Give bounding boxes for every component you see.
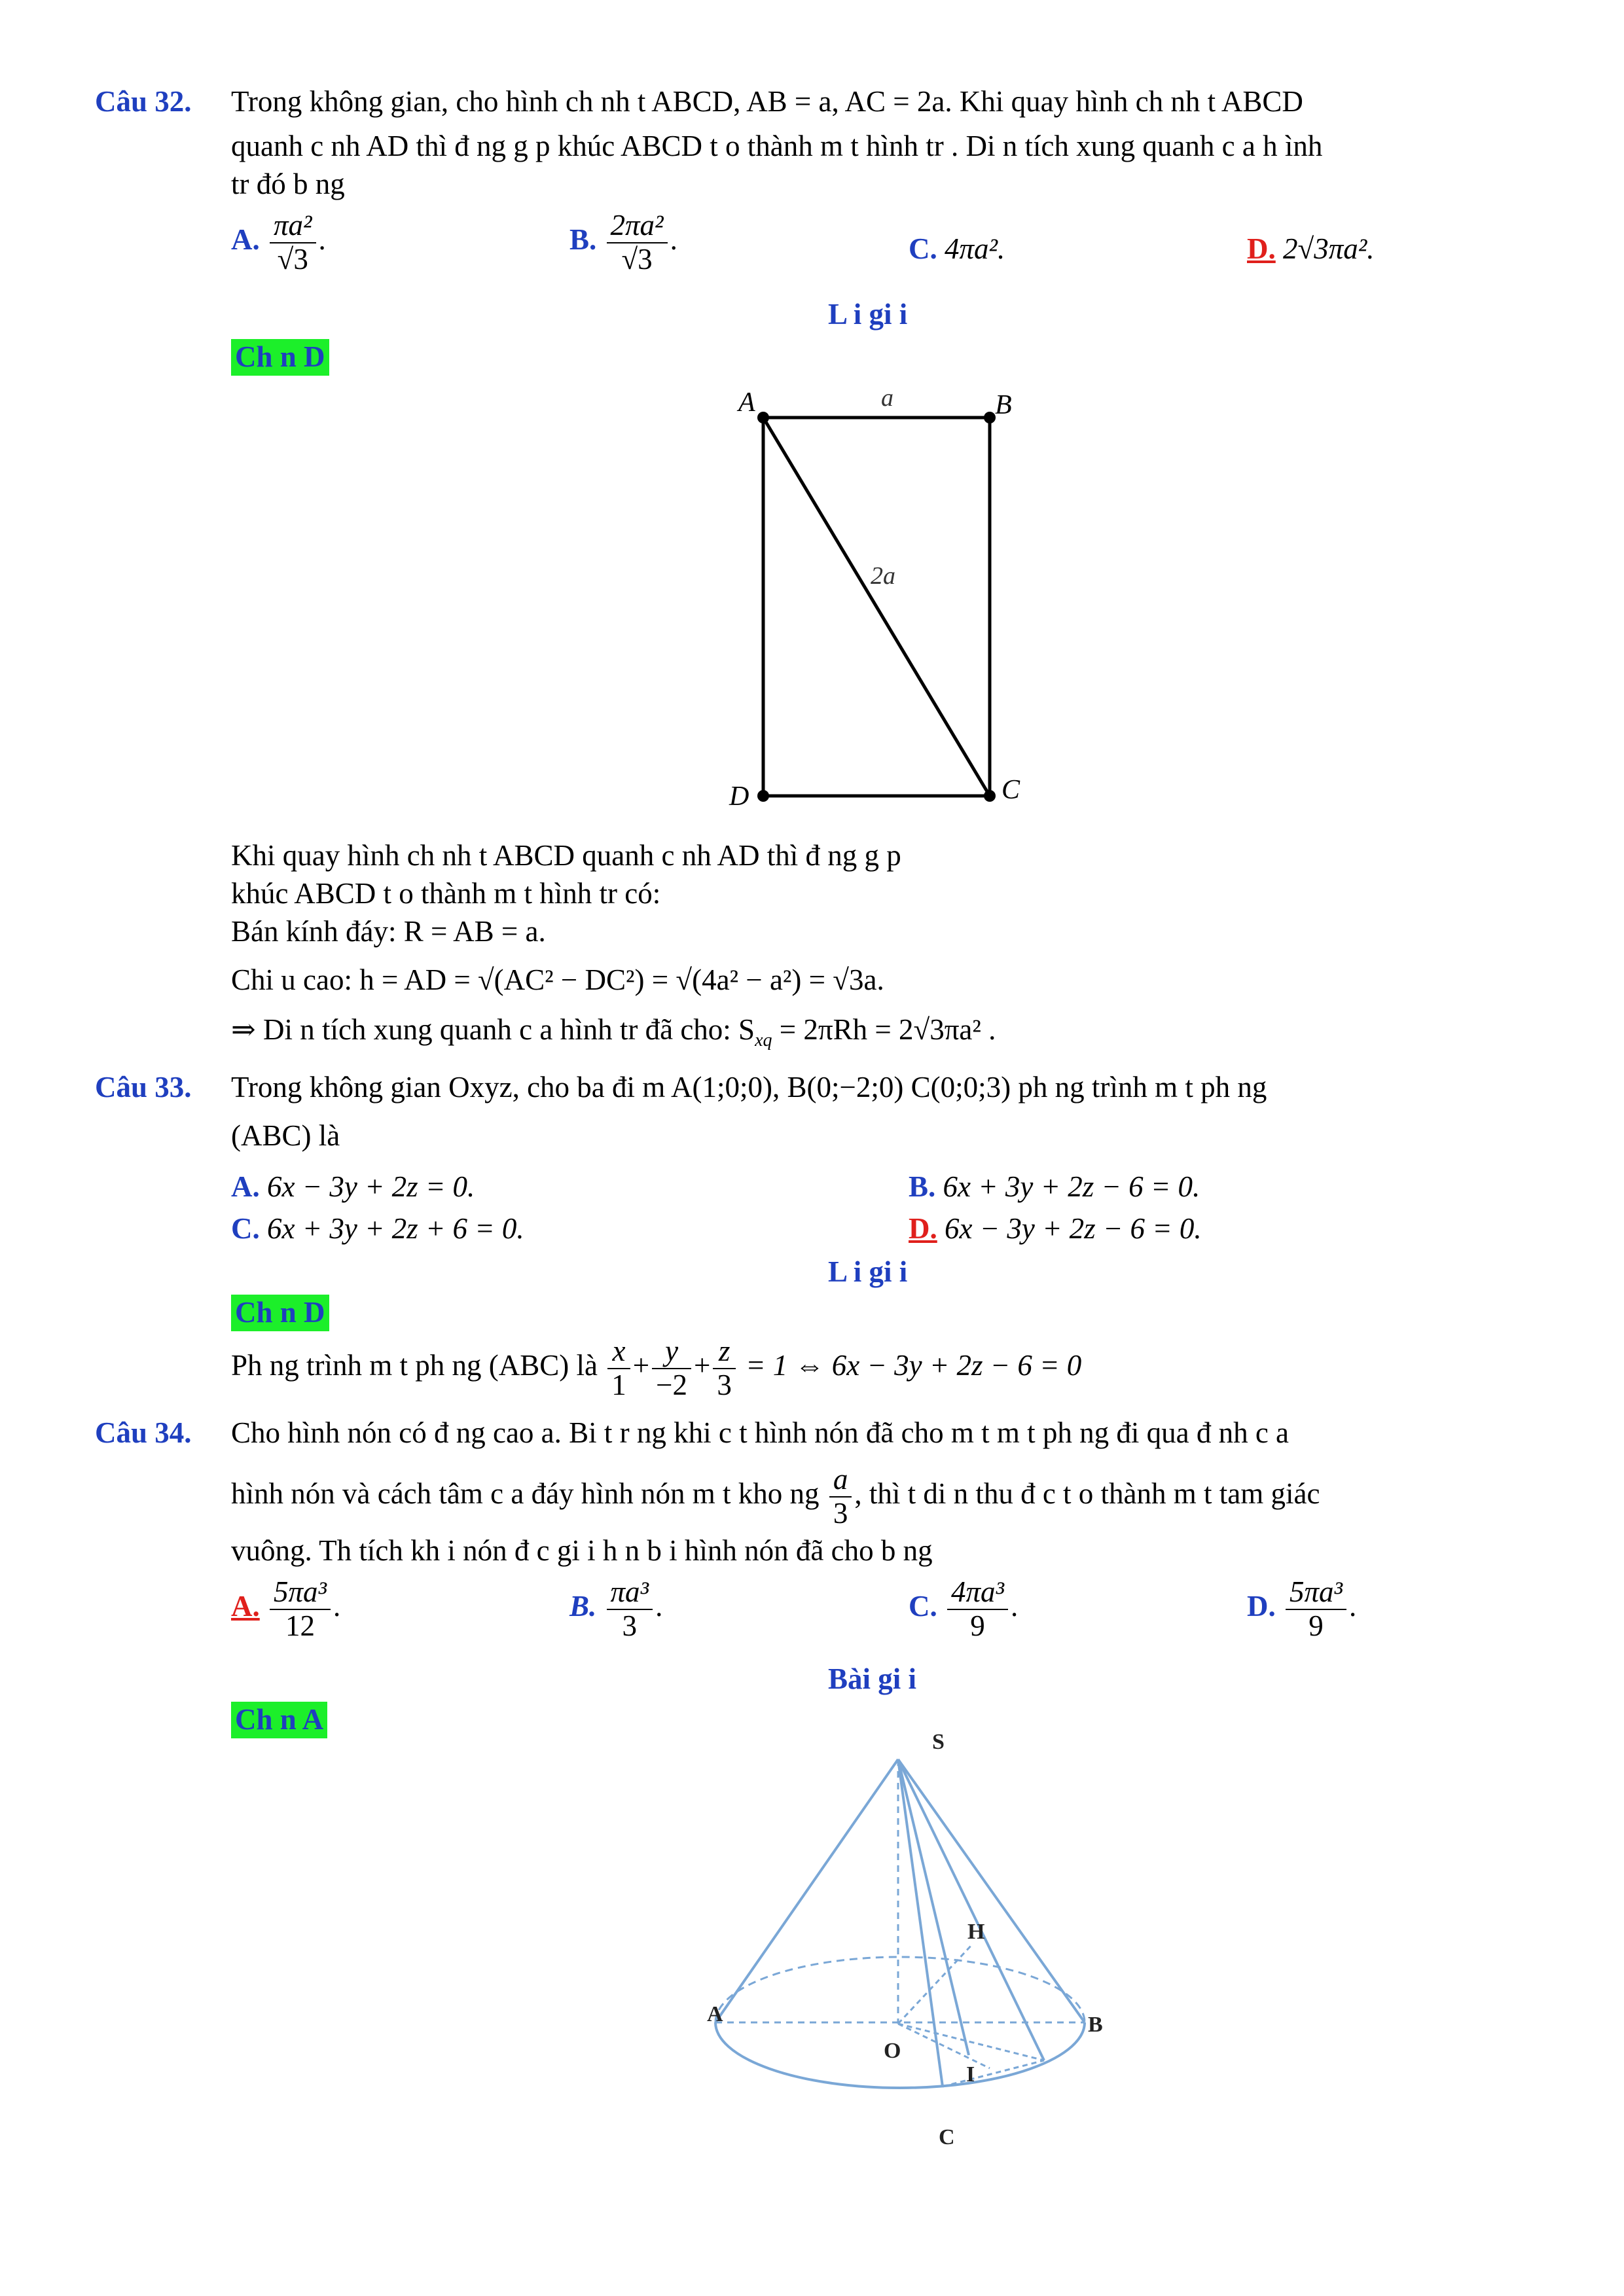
option-label: A. [231,1589,260,1623]
option-fraction: $\frac{\text{2πa²}}{√3}$ [607,209,668,276]
q32-label: Câu 32. [95,85,192,118]
option-label: B. [569,223,597,256]
q33-text-line2: (ABC) là [231,1119,340,1152]
q34-text-line1: Cho hình nón có đ ng cao a. Bi t r ng khi c t hình nón đã cho m t m t ph ng đi qua đ nh c a [231,1416,1290,1449]
q33-option-b[interactable]: B. 6x + 3y + 2z − 6 = 0. [909,1170,1200,1203]
q32-solution-line1: Khi quay hình ch nh t ABCD quanh c nh AD thì đ ng g p [231,839,901,872]
q34-label: Câu 34. [95,1416,192,1449]
q34-option-c[interactable]: C. $\frac{\text{4πa³}}{9}$ . [909,1575,1019,1642]
q32-solution-line3: Bán kính đáy: R = AB = a. [231,915,546,948]
q33-answer-badge: Ch n D [231,1295,329,1331]
side-ab-label: a [881,384,893,412]
point-label-b: B [1088,2013,1103,2037]
option-label: A. [231,1170,260,1203]
point-label-h: H [967,1920,985,1944]
point-label-s: S [932,1730,945,1754]
q32-rectangle-figure [720,380,1060,818]
q33-option-a[interactable]: A. 6x − 3y + 2z = 0. [231,1170,475,1203]
q32-solution-line4: Chi u cao: h = AD = √(AC² − DC²) = √(4a² − a²) = √3a. [231,963,884,996]
q33-option-d[interactable]: D. 6x − 3y + 2z − 6 = 0. [909,1212,1202,1245]
q34-option-a[interactable]: A. $\frac{\text{5πa³}}{12}$ . [231,1575,341,1642]
q33-solution-heading: L i gi i [828,1255,908,1288]
vertex-label-c: C [1001,775,1020,805]
q34-option-b[interactable]: B. $\frac{\text{πa³}}{3}$ . [569,1575,663,1642]
q34-solution-heading: Bài gi i [828,1662,917,1695]
q34-option-d[interactable]: D. $\frac{\text{5πa³}}{9}$ . [1247,1575,1357,1642]
option-label: B. [909,1170,936,1203]
option-fraction: $\frac{\text{πa²}}{√3}$ [270,209,316,276]
q34-text-line3: vuông. Th tích kh i nón đ c gi i h n b i hình nón đã cho b ng [231,1534,933,1567]
option-label: B. [569,1589,597,1623]
q33-text-line1: Trong không gian Oxyz, cho ba đi m A(1;0;0), B(0;−2;0) C(0;0;3) ph ng trình m t ph ng [231,1071,1267,1103]
q32-solution-line2: khúc ABCD t o thành m t hình tr có: [231,877,661,910]
point-label-c: C [939,2125,955,2149]
option-label: A. [231,223,260,256]
q32-option-d[interactable]: D. 2√3πa². [1247,232,1375,265]
option-label: D. [1247,1589,1276,1623]
q32-solution-line5: ⇒ Di n tích xung quanh c a hình tr đã cho: $S_{xq} = 2\pi Rh = 2√3\pi a^2$ . [231,1013,996,1050]
q34-text-line2: hình nón và cách tâm c a đáy hình nón m t kho ng $\frac{a}{3}$ , thì t di n thu đ c t o thành m t tam giác [231,1463,1320,1530]
diagonal-label: 2a [871,562,895,590]
point-label-i: I [966,2062,975,2087]
q32-answer-badge: Ch n D [231,339,329,376]
q32-text-line1: Trong không gian, cho hình ch nh t ABCD, AB = a, AC = 2a. Khi quay hình ch nh t ABCD [231,85,1303,118]
q32-option-c[interactable]: C. 4πa². [909,232,1005,265]
vertex-label-b: B [995,390,1012,420]
option-label: C. [909,232,937,265]
q32-text-line3: tr đó b ng [231,168,345,200]
q32-option-a[interactable]: A. $\frac{\text{πa²}}{√3}$ . [231,209,326,276]
option-label: C. [909,1589,937,1623]
q33-solution-line: Ph ng trình m t ph ng (ABC) là $\frac{x}{1}$ + $\frac{y}{-2}$ + $\frac{z}{3}$ = 1 ⇔ 6x − 3y + 2z − 6 = 0 [231,1335,1082,1401]
option-label: D. [1247,232,1276,265]
vertex-label-d: D [729,781,749,812]
q33-label: Câu 33. [95,1071,192,1103]
option-label: D. [909,1212,937,1245]
point-label-o: O [884,2039,901,2063]
q32-solution-heading: L i gi i [828,298,908,331]
q34-answer-badge: Ch n A [231,1702,327,1738]
q34-cone-figure [687,1728,1146,2160]
vertex-label-a: A [738,387,755,418]
option-label: C. [231,1212,260,1245]
q32-option-b[interactable]: B. $\frac{\text{2πa²}}{√3}$ . [569,209,677,276]
q32-text-line2: quanh c nh AD thì đ ng g p khúc ABCD t o thành m t hình tr . Di n tích xung quanh c a h ình [231,130,1323,162]
point-label-a: A [707,2002,723,2026]
q33-option-c[interactable]: C. 6x + 3y + 2z + 6 = 0. [231,1212,524,1245]
